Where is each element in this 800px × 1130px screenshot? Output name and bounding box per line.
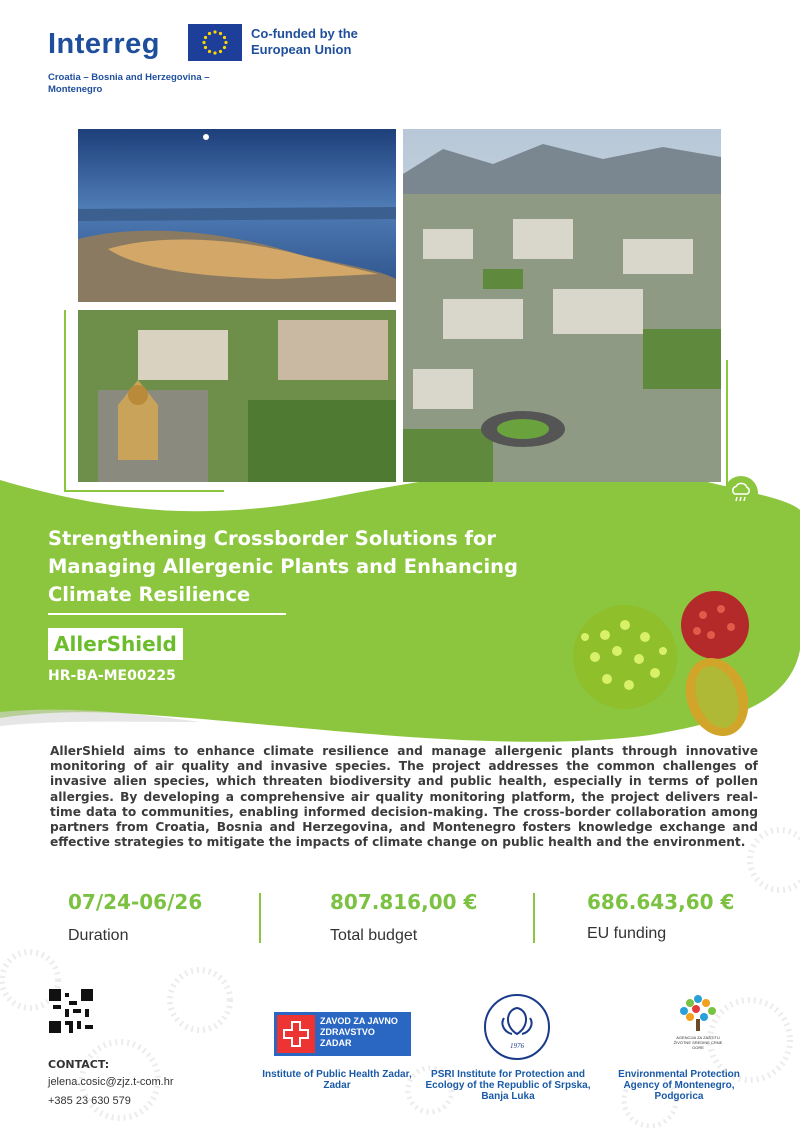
eu-funding-value: 686.643,60 € (587, 890, 735, 914)
red-cross-icon (277, 1015, 315, 1053)
contact-email[interactable]: jelena.cosic@zjz.t-com.hr (48, 1076, 174, 1088)
cofunded-label: Co-funded by the European Union (251, 26, 358, 57)
tree-logo-icon (676, 993, 720, 1033)
qr-code-icon[interactable] (49, 989, 93, 1033)
interreg-logo: Interreg (48, 28, 160, 60)
project-code: HR-BA-ME00225 (48, 668, 176, 684)
total-budget-value: 807.816,00 € (330, 890, 478, 914)
project-acronym: AllerShield (54, 632, 177, 656)
contact-phone[interactable]: +385 23 630 579 (48, 1095, 131, 1107)
contact-heading: CONTACT: (48, 1058, 110, 1071)
eu-funding-label: EU funding (587, 925, 667, 942)
photo-zadar-coast (78, 129, 396, 302)
partner-logo-epa: AGENCIJA ZA ZAŠTITU ŽIVOTNE SREDINE CRNE GORE (673, 1035, 723, 1050)
project-description: AllerShield aims to enhance climate resilience and manage allergenic plants through innovative monitoring of air quality and invasive species. The project addresses the common challenges of invasive alien species, which threaten biodiversity and public health, especially in terms of pollen allergies. By developing a comprehensive air quality monitoring platform, the project delivers real-time data to communities, enabling informed decision-making. The cross-border collaboration among partners from Croatia, Bosnia and Herzegovina, and Montenegro fosters knowledge exchange and effective strategies to mitigate the impacts of climate change on public health and the environment. (50, 744, 758, 850)
leaf-emblem-icon (498, 1004, 536, 1040)
stat-divider (533, 893, 535, 943)
partner-logo-psri (484, 994, 550, 1060)
project-title: Strengthening Crossborder Solutions for Managing Allergenic Plants and Enhancing Climate Resilience (48, 527, 519, 606)
stat-divider (259, 893, 261, 943)
total-budget-label: Total budget (330, 927, 418, 944)
partner-logo-text: ZAVOD ZA JAVNO ZDRAVSTVO ZADAR (320, 1016, 398, 1048)
acronym-badge (48, 628, 183, 660)
duration-value: 07/24-06/26 (68, 890, 203, 914)
title-divider (48, 613, 286, 615)
partner-name-zadar: Institute of Public Health Zadar, Zadar (262, 1069, 412, 1091)
partner-logo-zadar (274, 1012, 411, 1056)
programme-region: Croatia – Bosnia and Herzegovina – Montenegro (48, 72, 210, 95)
partner-name-psri: PSRI Institute for Protection and Ecology of the Republic of Srpska, Banja Luka (425, 1069, 591, 1102)
frame-line (64, 490, 224, 492)
cloud-rain-icon (724, 476, 758, 510)
eu-flag-icon (188, 24, 242, 61)
frame-line (726, 360, 728, 485)
pollen-icon (555, 585, 770, 740)
partner-logo-year: 1976 (510, 1042, 524, 1050)
frame-line (64, 310, 66, 492)
photo-podgorica (403, 129, 721, 482)
duration-label: Duration (68, 927, 129, 944)
partner-name-epa: Environmental Protection Agency of Montenegro, Podgorica (618, 1069, 740, 1102)
photo-banja-luka (78, 310, 396, 482)
